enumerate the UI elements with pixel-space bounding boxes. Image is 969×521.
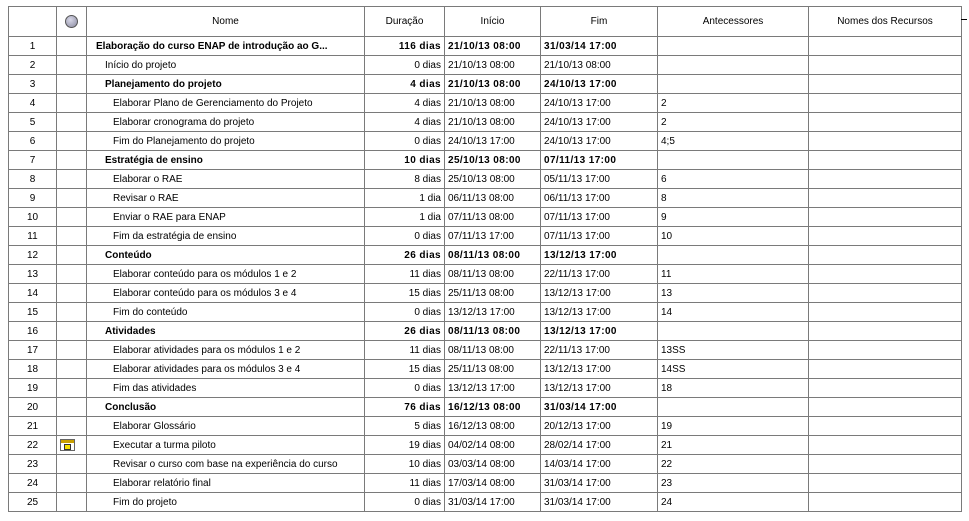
predecessors-cell[interactable]: 10 — [658, 227, 809, 246]
row-id-cell[interactable]: 21 — [9, 417, 57, 436]
indicator-cell[interactable] — [57, 132, 87, 151]
indicator-cell[interactable] — [57, 417, 87, 436]
duration-cell[interactable]: 76 dias — [365, 398, 445, 417]
duration-cell[interactable]: 0 dias — [365, 493, 445, 512]
end-cell[interactable]: 24/10/13 17:00 — [541, 94, 658, 113]
start-cell[interactable]: 06/11/13 08:00 — [445, 189, 541, 208]
task-name-cell[interactable]: Fim da estratégia de ensino — [87, 227, 365, 246]
end-cell[interactable]: 31/03/14 17:00 — [541, 398, 658, 417]
task-name-cell[interactable]: Estratégia de ensino — [87, 151, 365, 170]
indicator-cell[interactable] — [57, 170, 87, 189]
resources-cell[interactable] — [809, 208, 962, 227]
indicator-cell[interactable] — [57, 284, 87, 303]
task-name-cell[interactable]: Elaborar conteúdo para os módulos 1 e 2 — [87, 265, 365, 284]
start-cell[interactable]: 21/10/13 08:00 — [445, 113, 541, 132]
end-cell[interactable]: 24/10/13 17:00 — [541, 75, 658, 94]
row-id-cell[interactable]: 22 — [9, 436, 57, 455]
column-header-predecessors[interactable]: Antecessores — [658, 7, 809, 37]
indicator-cell[interactable] — [57, 113, 87, 132]
resources-cell[interactable] — [809, 37, 962, 56]
resources-cell[interactable] — [809, 417, 962, 436]
row-id-cell[interactable]: 20 — [9, 398, 57, 417]
resources-cell[interactable] — [809, 341, 962, 360]
row-id-cell[interactable]: 18 — [9, 360, 57, 379]
start-cell[interactable]: 13/12/13 17:00 — [445, 379, 541, 398]
indicator-cell[interactable] — [57, 151, 87, 170]
end-cell[interactable]: 31/03/14 17:00 — [541, 493, 658, 512]
table-row[interactable] — [9, 322, 962, 341]
start-cell[interactable]: 25/10/13 08:00 — [445, 170, 541, 189]
start-cell[interactable]: 13/12/13 17:00 — [445, 303, 541, 322]
table-row[interactable] — [9, 246, 962, 265]
predecessors-cell[interactable] — [658, 151, 809, 170]
end-cell[interactable]: 13/12/13 17:00 — [541, 303, 658, 322]
task-name-cell[interactable]: Elaborar relatório final — [87, 474, 365, 493]
table-row[interactable] — [9, 398, 962, 417]
end-cell[interactable]: 05/11/13 17:00 — [541, 170, 658, 189]
duration-cell[interactable]: 0 dias — [365, 227, 445, 246]
start-cell[interactable]: 08/11/13 08:00 — [445, 341, 541, 360]
end-cell[interactable]: 20/12/13 17:00 — [541, 417, 658, 436]
task-rows — [9, 37, 962, 512]
duration-cell[interactable]: 5 dias — [365, 417, 445, 436]
indicator-cell[interactable] — [57, 75, 87, 94]
table-row[interactable] — [9, 227, 962, 246]
column-header-id[interactable] — [9, 7, 57, 37]
duration-cell[interactable]: 1 dia — [365, 208, 445, 227]
duration-cell[interactable]: 10 dias — [365, 151, 445, 170]
task-name-cell[interactable]: Elaborar o RAE — [87, 170, 365, 189]
task-name-cell[interactable]: Elaboração do curso ENAP de introdução ao G... — [87, 37, 365, 56]
row-id-cell[interactable]: 13 — [9, 265, 57, 284]
row-id-cell[interactable]: 23 — [9, 455, 57, 474]
end-cell[interactable]: 21/10/13 08:00 — [541, 56, 658, 75]
predecessors-cell[interactable] — [658, 322, 809, 341]
predecessors-cell[interactable]: 22 — [658, 455, 809, 474]
start-cell[interactable]: 21/10/13 08:00 — [445, 75, 541, 94]
predecessors-cell[interactable] — [658, 56, 809, 75]
start-cell[interactable]: 25/11/13 08:00 — [445, 360, 541, 379]
task-sheet — [8, 6, 961, 512]
duration-cell[interactable]: 4 dias — [365, 94, 445, 113]
end-cell[interactable]: 13/12/13 17:00 — [541, 246, 658, 265]
column-header-duration[interactable]: Duração — [365, 7, 445, 37]
resources-cell[interactable] — [809, 227, 962, 246]
indicator-cell[interactable] — [57, 474, 87, 493]
indicator-cell[interactable] — [57, 436, 87, 455]
task-name-cell[interactable]: Elaborar atividades para os módulos 3 e 4 — [87, 360, 365, 379]
row-id-cell[interactable]: 9 — [9, 189, 57, 208]
end-cell[interactable]: 22/11/13 17:00 — [541, 341, 658, 360]
table-row[interactable] — [9, 208, 962, 227]
table-row[interactable] — [9, 56, 962, 75]
end-cell[interactable]: 24/10/13 17:00 — [541, 113, 658, 132]
column-divider — [961, 19, 967, 20]
predecessors-cell[interactable] — [658, 37, 809, 56]
indicator-cell[interactable] — [57, 227, 87, 246]
start-cell[interactable]: 07/11/13 08:00 — [445, 208, 541, 227]
resources-cell[interactable] — [809, 113, 962, 132]
table-row[interactable] — [9, 493, 962, 512]
info-icon — [65, 15, 78, 28]
indicator-cell[interactable] — [57, 37, 87, 56]
resources-cell[interactable] — [809, 322, 962, 341]
resources-cell[interactable] — [809, 75, 962, 94]
table-row[interactable] — [9, 94, 962, 113]
resources-cell[interactable] — [809, 436, 962, 455]
indicator-cell[interactable] — [57, 265, 87, 284]
end-cell[interactable]: 31/03/14 17:00 — [541, 474, 658, 493]
table-row[interactable] — [9, 151, 962, 170]
duration-cell[interactable]: 26 dias — [365, 322, 445, 341]
predecessors-cell[interactable]: 24 — [658, 493, 809, 512]
sheet-bottom-border — [8, 511, 961, 512]
resources-cell[interactable] — [809, 56, 962, 75]
row-id-cell[interactable]: 4 — [9, 94, 57, 113]
resources-cell[interactable] — [809, 493, 962, 512]
task-name-cell[interactable]: Enviar o RAE para ENAP — [87, 208, 365, 227]
duration-cell[interactable]: 116 dias — [365, 37, 445, 56]
start-cell[interactable]: 17/03/14 08:00 — [445, 474, 541, 493]
row-id-cell[interactable]: 6 — [9, 132, 57, 151]
duration-cell[interactable]: 15 dias — [365, 284, 445, 303]
indicator-cell[interactable] — [57, 246, 87, 265]
row-id-cell[interactable]: 17 — [9, 341, 57, 360]
table-row[interactable] — [9, 436, 962, 455]
table-row[interactable] — [9, 474, 962, 493]
table-row[interactable] — [9, 360, 962, 379]
row-id-cell[interactable]: 15 — [9, 303, 57, 322]
end-cell[interactable]: 13/12/13 17:00 — [541, 322, 658, 341]
start-cell[interactable]: 04/02/14 08:00 — [445, 436, 541, 455]
duration-cell[interactable]: 0 dias — [365, 379, 445, 398]
duration-cell[interactable]: 4 dias — [365, 75, 445, 94]
task-name-cell[interactable]: Planejamento do projeto — [87, 75, 365, 94]
column-header-resources[interactable]: Nomes dos Recursos — [809, 7, 962, 37]
resources-cell[interactable] — [809, 132, 962, 151]
row-id-cell[interactable]: 19 — [9, 379, 57, 398]
column-header-name[interactable]: Nome — [87, 7, 365, 37]
start-cell[interactable]: 21/10/13 08:00 — [445, 56, 541, 75]
indicator-cell[interactable] — [57, 94, 87, 113]
indicator-cell[interactable] — [57, 303, 87, 322]
duration-cell[interactable]: 0 dias — [365, 132, 445, 151]
indicator-cell[interactable] — [57, 341, 87, 360]
end-cell[interactable]: 24/10/13 17:00 — [541, 132, 658, 151]
task-name-cell[interactable]: Elaborar cronograma do projeto — [87, 113, 365, 132]
resources-cell[interactable] — [809, 379, 962, 398]
task-name-cell[interactable]: Executar a turma piloto — [87, 436, 365, 455]
task-name-cell[interactable]: Fim do Planejamento do projeto — [87, 132, 365, 151]
resources-cell[interactable] — [809, 189, 962, 208]
task-name-cell[interactable]: Elaborar Plano de Gerenciamento do Projeto — [87, 94, 365, 113]
table-row[interactable] — [9, 189, 962, 208]
duration-cell[interactable]: 15 dias — [365, 360, 445, 379]
start-cell[interactable]: 21/10/13 08:00 — [445, 37, 541, 56]
indicator-cell[interactable] — [57, 322, 87, 341]
resources-cell[interactable] — [809, 94, 962, 113]
predecessors-cell[interactable]: 8 — [658, 189, 809, 208]
predecessors-cell[interactable] — [658, 246, 809, 265]
end-cell[interactable]: 07/11/13 17:00 — [541, 208, 658, 227]
row-id-cell[interactable]: 7 — [9, 151, 57, 170]
end-cell[interactable]: 14/03/14 17:00 — [541, 455, 658, 474]
task-name-cell[interactable]: Revisar o RAE — [87, 189, 365, 208]
resources-cell[interactable] — [809, 303, 962, 322]
predecessors-cell[interactable]: 23 — [658, 474, 809, 493]
predecessors-cell[interactable]: 14SS — [658, 360, 809, 379]
task-name-cell[interactable]: Elaborar Glossário — [87, 417, 365, 436]
resources-cell[interactable] — [809, 455, 962, 474]
duration-cell[interactable]: 0 dias — [365, 303, 445, 322]
header-row — [9, 7, 962, 37]
row-id-cell[interactable]: 25 — [9, 493, 57, 512]
start-cell[interactable]: 08/11/13 08:00 — [445, 246, 541, 265]
resources-cell[interactable] — [809, 474, 962, 493]
predecessors-cell[interactable]: 14 — [658, 303, 809, 322]
duration-cell[interactable]: 0 dias — [365, 56, 445, 75]
row-id-cell[interactable]: 5 — [9, 113, 57, 132]
row-id-cell[interactable]: 24 — [9, 474, 57, 493]
start-cell[interactable]: 16/12/13 08:00 — [445, 417, 541, 436]
row-id-cell[interactable]: 11 — [9, 227, 57, 246]
end-cell[interactable]: 06/11/13 17:00 — [541, 189, 658, 208]
duration-cell[interactable]: 11 dias — [365, 474, 445, 493]
table-row[interactable] — [9, 379, 962, 398]
duration-cell[interactable]: 19 dias — [365, 436, 445, 455]
table-row[interactable] — [9, 455, 962, 474]
predecessors-cell[interactable]: 19 — [658, 417, 809, 436]
start-cell[interactable]: 21/10/13 08:00 — [445, 94, 541, 113]
duration-cell[interactable]: 1 dia — [365, 189, 445, 208]
duration-cell[interactable]: 11 dias — [365, 265, 445, 284]
task-name-cell[interactable]: Elaborar conteúdo para os módulos 3 e 4 — [87, 284, 365, 303]
row-id-cell[interactable]: 1 — [9, 37, 57, 56]
end-cell[interactable]: 07/11/13 17:00 — [541, 227, 658, 246]
start-cell[interactable]: 03/03/14 08:00 — [445, 455, 541, 474]
task-name-cell[interactable]: Início do projeto — [87, 56, 365, 75]
table-row[interactable] — [9, 284, 962, 303]
end-cell[interactable]: 13/12/13 17:00 — [541, 360, 658, 379]
start-cell[interactable]: 08/11/13 08:00 — [445, 265, 541, 284]
predecessors-cell[interactable]: 11 — [658, 265, 809, 284]
resources-cell[interactable] — [809, 151, 962, 170]
row-id-cell[interactable]: 16 — [9, 322, 57, 341]
end-cell[interactable]: 13/12/13 17:00 — [541, 379, 658, 398]
row-id-cell[interactable]: 14 — [9, 284, 57, 303]
predecessors-cell[interactable]: 13SS — [658, 341, 809, 360]
table-row[interactable] — [9, 37, 962, 56]
end-cell[interactable]: 22/11/13 17:00 — [541, 265, 658, 284]
indicator-cell[interactable] — [57, 360, 87, 379]
indicator-cell[interactable] — [57, 455, 87, 474]
table-row[interactable] — [9, 341, 962, 360]
indicator-cell[interactable] — [57, 398, 87, 417]
table-row[interactable] — [9, 303, 962, 322]
task-name-cell[interactable]: Elaborar atividades para os módulos 1 e 2 — [87, 341, 365, 360]
task-name-cell[interactable]: Revisar o curso com base na experiência do curso — [87, 455, 365, 474]
row-id-cell[interactable]: 10 — [9, 208, 57, 227]
table-row[interactable] — [9, 417, 962, 436]
duration-cell[interactable]: 11 dias — [365, 341, 445, 360]
row-id-cell[interactable]: 3 — [9, 75, 57, 94]
end-cell[interactable]: 28/02/14 17:00 — [541, 436, 658, 455]
column-header-indicators[interactable] — [57, 7, 87, 37]
predecessors-cell[interactable]: 21 — [658, 436, 809, 455]
end-cell[interactable]: 13/12/13 17:00 — [541, 284, 658, 303]
indicator-cell[interactable] — [57, 493, 87, 512]
end-cell[interactable]: 31/03/14 17:00 — [541, 37, 658, 56]
indicator-cell[interactable] — [57, 189, 87, 208]
row-id-cell[interactable]: 12 — [9, 246, 57, 265]
resources-cell[interactable] — [809, 246, 962, 265]
predecessors-cell[interactable] — [658, 75, 809, 94]
duration-cell[interactable]: 26 dias — [365, 246, 445, 265]
start-cell[interactable]: 25/11/13 08:00 — [445, 284, 541, 303]
indicator-cell[interactable] — [57, 56, 87, 75]
row-id-cell[interactable]: 2 — [9, 56, 57, 75]
task-name-cell[interactable]: Conteúdo — [87, 246, 365, 265]
start-cell[interactable]: 08/11/13 08:00 — [445, 322, 541, 341]
start-cell[interactable]: 31/03/14 17:00 — [445, 493, 541, 512]
calendar-icon — [60, 439, 75, 451]
task-table — [8, 6, 962, 512]
task-name-cell[interactable]: Fim do conteúdo — [87, 303, 365, 322]
end-cell[interactable]: 07/11/13 17:00 — [541, 151, 658, 170]
table-row[interactable] — [9, 265, 962, 284]
row-id-cell[interactable]: 8 — [9, 170, 57, 189]
indicator-cell[interactable] — [57, 379, 87, 398]
resources-cell[interactable] — [809, 265, 962, 284]
predecessors-cell[interactable] — [658, 398, 809, 417]
task-name-cell[interactable]: Fim das atividades — [87, 379, 365, 398]
predecessors-cell[interactable]: 2 — [658, 113, 809, 132]
resources-cell[interactable] — [809, 398, 962, 417]
duration-cell[interactable]: 4 dias — [365, 113, 445, 132]
task-name-cell[interactable]: Atividades — [87, 322, 365, 341]
start-cell[interactable]: 24/10/13 17:00 — [445, 132, 541, 151]
start-cell[interactable]: 07/11/13 17:00 — [445, 227, 541, 246]
predecessors-cell[interactable]: 13 — [658, 284, 809, 303]
predecessors-cell[interactable]: 4;5 — [658, 132, 809, 151]
table-row[interactable] — [9, 113, 962, 132]
column-header-end[interactable]: Fim — [541, 7, 658, 37]
task-name-cell[interactable]: Fim do projeto — [87, 493, 365, 512]
predecessors-cell[interactable]: 2 — [658, 94, 809, 113]
table-row[interactable] — [9, 75, 962, 94]
predecessors-cell[interactable]: 6 — [658, 170, 809, 189]
start-cell[interactable]: 25/10/13 08:00 — [445, 151, 541, 170]
predecessors-cell[interactable]: 18 — [658, 379, 809, 398]
duration-cell[interactable]: 8 dias — [365, 170, 445, 189]
indicator-cell[interactable] — [57, 208, 87, 227]
resources-cell[interactable] — [809, 170, 962, 189]
predecessors-cell[interactable]: 9 — [658, 208, 809, 227]
resources-cell[interactable] — [809, 360, 962, 379]
table-row[interactable] — [9, 170, 962, 189]
column-header-start[interactable]: Início — [445, 7, 541, 37]
start-cell[interactable]: 16/12/13 08:00 — [445, 398, 541, 417]
resources-cell[interactable] — [809, 284, 962, 303]
table-row[interactable] — [9, 132, 962, 151]
task-name-cell[interactable]: Conclusão — [87, 398, 365, 417]
duration-cell[interactable]: 10 dias — [365, 455, 445, 474]
